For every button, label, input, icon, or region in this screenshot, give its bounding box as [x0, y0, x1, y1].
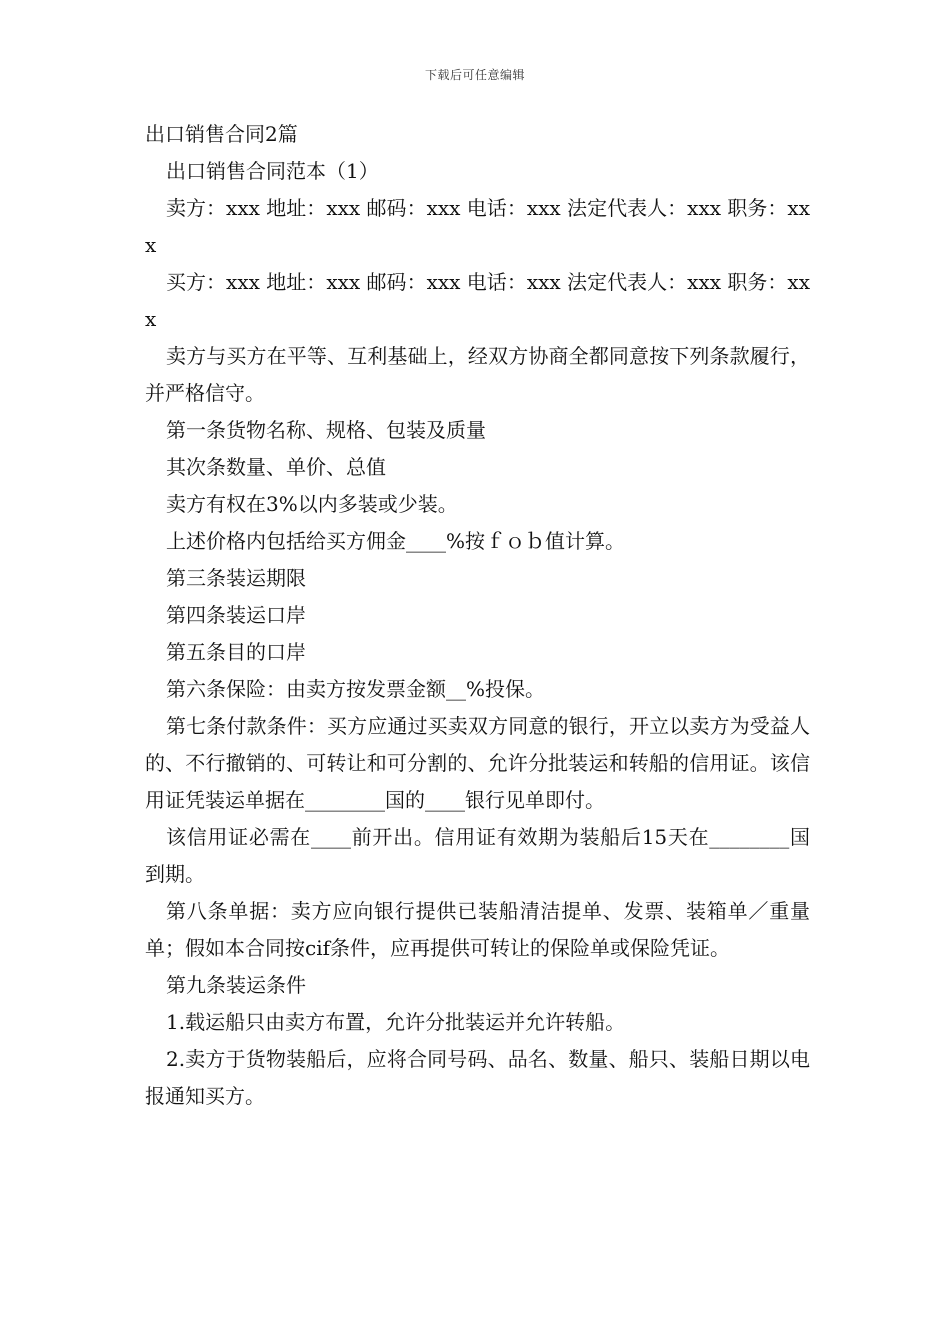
paragraph-article-2: 其次条数量、单价、总值 [166, 455, 386, 479]
paragraph-preamble: 卖方与买方在平等、互利基础上，经双方协商全都同意按下列条款履行，并严格信守。 [145, 344, 810, 405]
page-header-note: 下载后可任意编辑 [424, 68, 525, 82]
paragraph-seller-info: 卖方：xxx 地址：xxx 邮码：xxx 电话：xxx 法定代表人：xxx 职务：xxx [145, 196, 810, 257]
document-body [145, 116, 810, 1115]
paragraph-buyer-info: 买方：xxx 地址：xxx 邮码：xxx 电话：xxx 法定代表人：xxx 职务：xxx [145, 270, 810, 331]
paragraph-credit-validity: 该信用证必需在____前开出。信用证有效期为装船后15天在________国到期。 [145, 825, 810, 886]
paragraph-subtitle: 出口销售合同范本（1） [166, 159, 379, 183]
paragraph-article-9-item-1: 1.载运船只由卖方布置，允许分批装运并允许转船。 [166, 1010, 626, 1034]
paragraph-article-1: 第一条货物名称、规格、包装及质量 [166, 418, 486, 442]
paragraph-article-4: 第四条装运口岸 [166, 603, 306, 627]
paragraph-article-8: 第八条单据：卖方应向银行提供已装船清洁提单、发票、装箱单／重量单；假如本合同按cif条件，应再提供可转让的保险单或保险凭证。 [145, 899, 810, 960]
paragraph-article-7: 第七条付款条件：买方应通过买卖双方同意的银行，开立以卖方为受益人的、不行撤销的、可转让和可分割的、允许分批装运和转船的信用证。该信用证凭装运单据在________国的____银行见单即付。 [145, 714, 810, 812]
paragraph-commission: 上述价格内包括给买方佣金____%按ｆｏｂ值计算。 [166, 529, 626, 553]
paragraph-article-9-item-2: 2.卖方于货物装船后，应将合同号码、品名、数量、船只、装船日期以电报通知买方。 [145, 1047, 810, 1108]
paragraph-article-6: 第六条保险：由卖方按发票金额__%投保。 [166, 677, 546, 701]
document-title: 出口销售合同2篇 [145, 122, 298, 146]
paragraph-article-5: 第五条目的口岸 [166, 640, 306, 664]
paragraph-article-3: 第三条装运期限 [166, 566, 306, 590]
paragraph-article-9: 第九条装运条件 [166, 973, 306, 997]
paragraph-quantity-tolerance: 卖方有权在3%以内多装或少装。 [166, 492, 458, 516]
